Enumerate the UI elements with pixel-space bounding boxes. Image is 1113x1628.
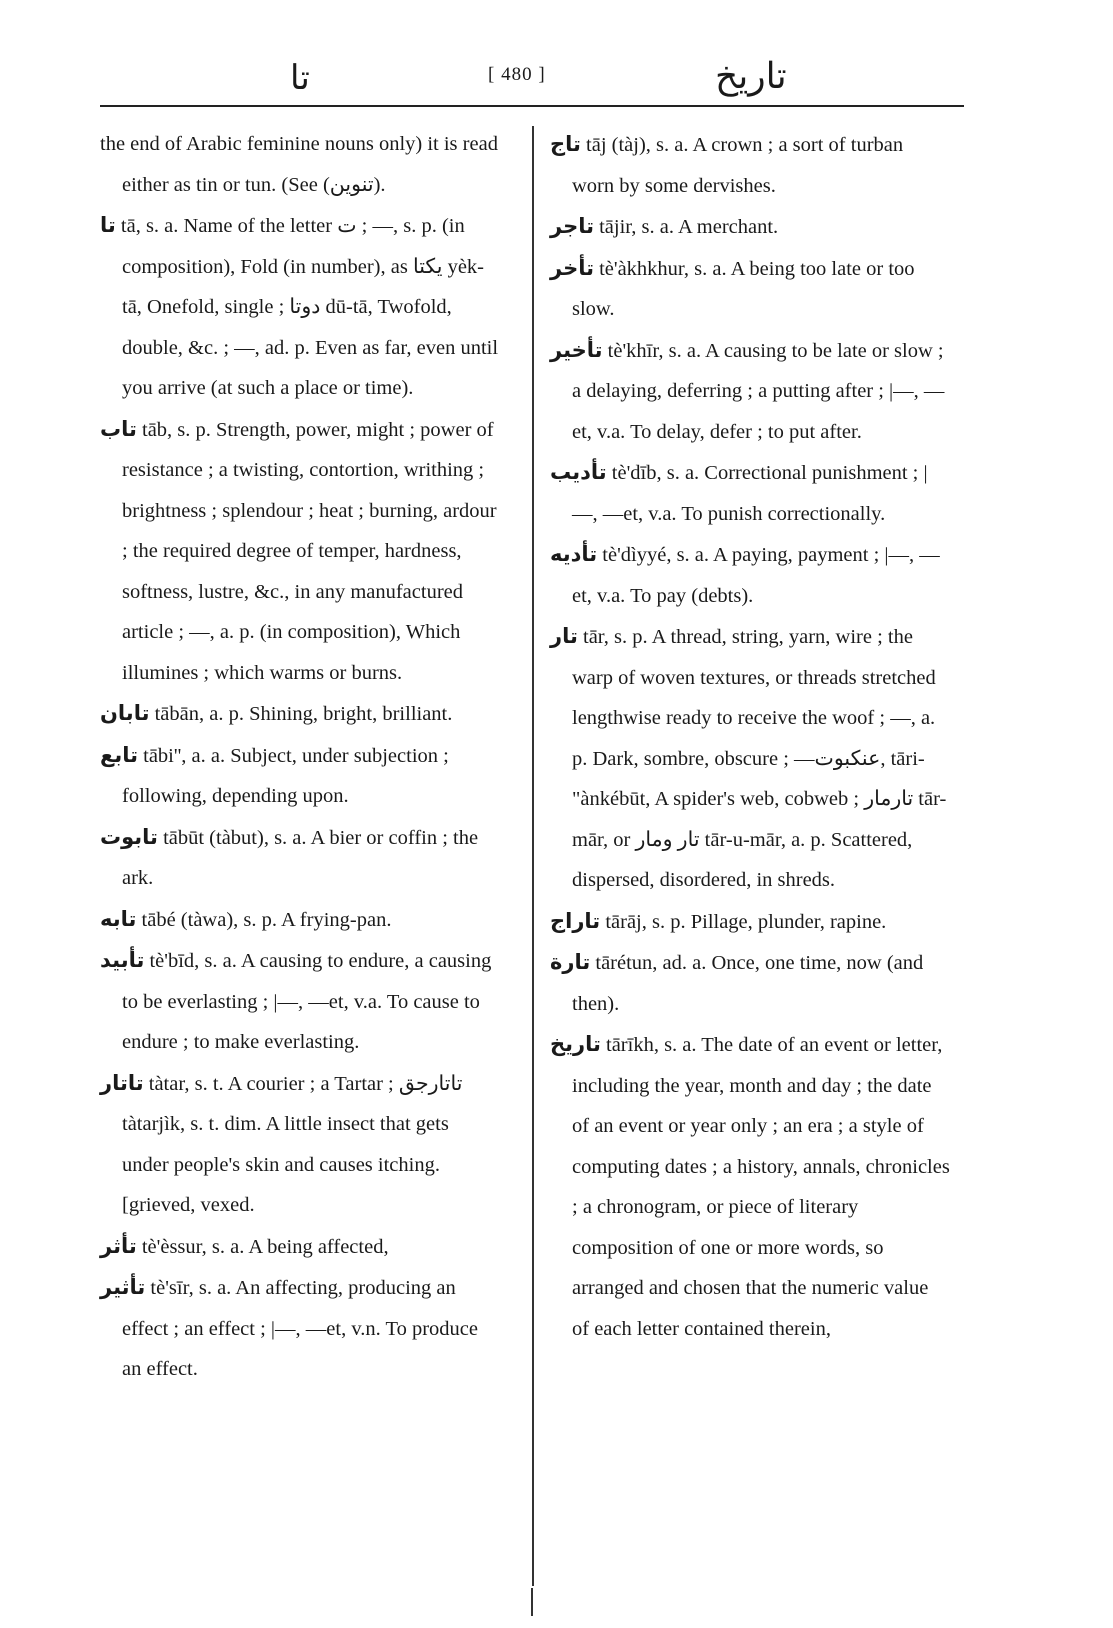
arabic-headword: تابوت (100, 824, 158, 849)
dictionary-entry (100, 940, 500, 1063)
dictionary-entry (100, 1226, 500, 1268)
arabic-headword: تاجر (550, 214, 594, 238)
right-running-head: تاریخ (715, 56, 787, 97)
arabic-headword: تاريخ (550, 1032, 601, 1056)
entry-definition: tā, s. a. Name of the letter ت ; —, s. p. (in composition), Fold (in number), as يكتا yèk-tā, Onefold, single ; دوتا dū-tā, Twofold, double, &c. ; —, ad. p. Even as far, even until you arrive (at such a place or time). (120, 215, 499, 399)
dictionary-entry (100, 735, 500, 817)
entry-definition: tè'sīr, s. a. An affecting, producing an effect ; an effect ; |—, —et, v.n. To produce an effect. (122, 1277, 478, 1380)
dictionary-entry (550, 534, 950, 616)
arabic-headword: تابع (100, 742, 139, 767)
dictionary-entry (100, 409, 500, 694)
arabic-headword: تاب (100, 416, 137, 441)
dictionary-entry (100, 205, 500, 409)
arabic-headword: تأديب (550, 460, 607, 484)
entry-definition: tājir, s. a. A merchant. (599, 216, 779, 238)
entry-definition: tāb, s. p. Strength, power, might ; power of resistance ; a twisting, contortion, writhing ; brightness ; splendour ; heat ; burning, ardour ; the required degree of temper, hardness, softness, lustre, &c., in any manufactured article ; —, a. p. (in composition), Which illumines ; which warms or burns. (122, 418, 497, 684)
dictionary-entry (550, 616, 950, 901)
arabic-headword: تأخر (550, 255, 594, 280)
entry-definition: tārétun, ad. a. Once, one time, now (and then). (572, 952, 924, 1015)
arabic-headword: تارة (550, 950, 591, 974)
entry-definition: tè'dìyyé, s. a. A paying, payment ; |—, —et, v.a. To pay (debts). (572, 544, 940, 607)
dictionary-entry (550, 330, 950, 453)
left-running-head: تا (290, 58, 310, 98)
arabic-headword: تأخير (550, 337, 603, 362)
dictionary-entry (550, 248, 950, 330)
arabic-headword: تابه (100, 906, 137, 931)
entry-definition: tābi'', a. a. Subject, under subjection ; following, depending upon. (122, 744, 449, 807)
dictionary-entry (100, 899, 500, 941)
dictionary-entry (550, 901, 950, 943)
arabic-headword: تاج (550, 132, 581, 156)
entry-definition: tè'dīb, s. a. Correctional punishment ; |—, —et, v.a. To punish correctionally. (572, 462, 928, 525)
dictionary-entry (100, 693, 500, 735)
entry-definition: tābé (tàwa), s. p. A frying-pan. (141, 908, 392, 931)
dictionary-entry (100, 817, 500, 899)
arabic-headword: تأثر (100, 1233, 137, 1258)
arabic-headword: تأبيد (100, 948, 145, 972)
entry-definition: tār, s. p. A thread, string, yarn, wire ; the warp of woven textures, or threads stretched lengthwise ready to receive the woof ; —, a. p. Dark, sombre, obscure ; —عنكبوت, tāri-"ànkébūt, A spider's web, cobweb ; تارمار tār-mār, or تار ومار tār-u-mār, a. p. Scattered, dispersed, disordered, in shreds. (572, 626, 947, 891)
page-header (100, 52, 962, 110)
entry-definition: tè'bīd, s. a. A causing to endure, a causing to be everlasting ; |—, —et, v.a. To cause to endure ; to make everlasting. (122, 950, 492, 1053)
entry-definition: tābān, a. p. Shining, bright, brilliant. (154, 703, 453, 725)
arabic-headword: تأديه (550, 542, 598, 566)
dictionary-entry (100, 1267, 500, 1390)
entry-definition: tāj (tàj), s. a. A crown ; a sort of turban worn by some dervishes. (572, 134, 904, 197)
arabic-headword: تار (550, 624, 578, 648)
column-divider (532, 126, 534, 1586)
entry-definition: tābūt (tàbut), s. a. A bier or coffin ; the ark. (122, 826, 479, 889)
dictionary-entry (550, 1024, 950, 1349)
header-rule (100, 105, 964, 107)
entry-definition: tè'àkhkhur, s. a. A being too late or too slow. (572, 257, 915, 320)
arabic-headword: تأثير (100, 1275, 146, 1299)
arabic-headword: تابان (100, 701, 150, 725)
right-column (550, 124, 950, 1349)
dictionary-entry (550, 206, 950, 248)
entry-definition: tàtar, s. t. A courier ; a Tartar ; تاتارجق tàtarjìk, s. t. dim. A little insect that gets under people's skin and causes itching. [grieved, vexed. (122, 1072, 463, 1216)
arabic-headword: تا (100, 213, 116, 237)
entry-definition: tārāj, s. p. Pillage, plunder, rapine. (605, 910, 887, 933)
entry-definition: tārīkh, s. a. The date of an event or letter, including the year, month and day ; the date of an event or year only ; an era ; a style of computing dates ; a history, annals, chronicles ; a chronogram, or piece of literary composition of one or more words, so arranged and chosen that the numeric value of each letter contained therein, (572, 1034, 950, 1340)
arabic-headword: تاتار (100, 1070, 144, 1095)
dictionary-entry: the end of Arabic feminine nouns only) it is read either as tin or tun. (See (تنوين). (100, 133, 498, 196)
entry-definition: tè'khīr, s. a. A causing to be late or slow ; a delaying, deferring ; a putting after ; |—, —et, v.a. To delay, defer ; to put after. (572, 339, 945, 443)
dictionary-entry (550, 452, 950, 534)
dictionary-entry (100, 1063, 500, 1226)
arabic-headword: تاراج (550, 908, 601, 933)
column-divider-end (531, 1588, 533, 1616)
dictionary-entry (550, 942, 950, 1024)
entry-definition: tè'èssur, s. a. A being affected, (141, 1235, 389, 1258)
page-number: [ 480 ] (488, 64, 546, 85)
dictionary-entry (550, 124, 950, 206)
left-column (100, 124, 500, 1390)
